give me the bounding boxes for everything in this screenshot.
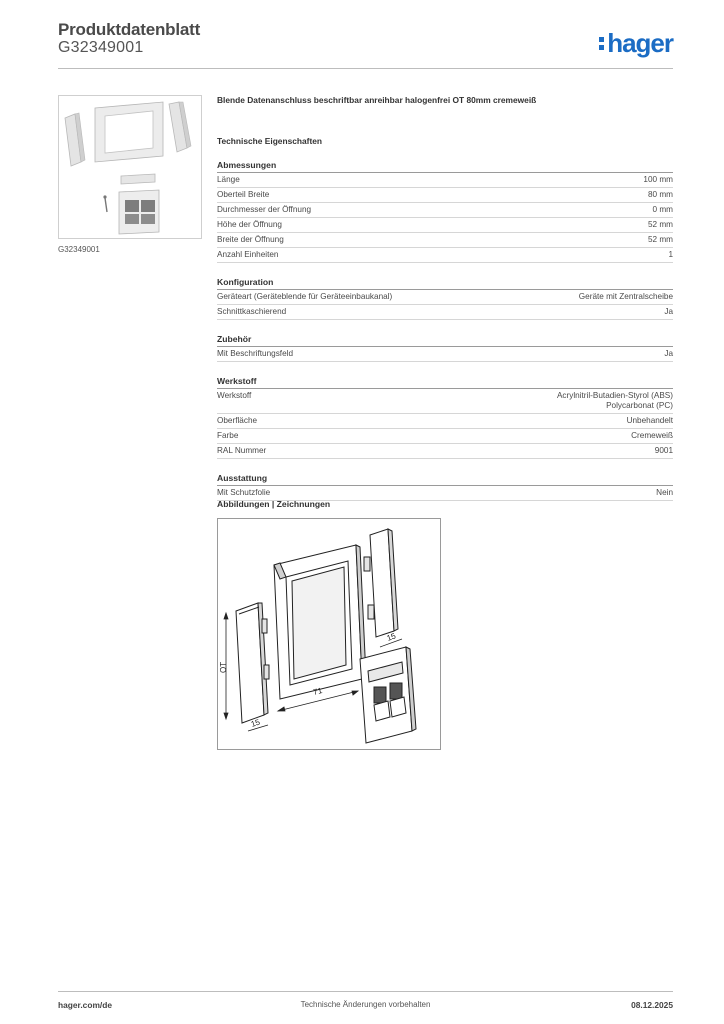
spec-row bbox=[217, 347, 673, 362]
spec-value-line: Ja bbox=[664, 307, 673, 316]
spec-row bbox=[217, 444, 673, 459]
spec-value bbox=[668, 250, 673, 260]
spec-value-line: 80 mm bbox=[647, 190, 673, 199]
spec-value-line: Nein bbox=[656, 488, 673, 497]
section-title: Ausstattung bbox=[217, 473, 673, 486]
photo-caption: G32349001 bbox=[58, 245, 100, 254]
logo-text: hager bbox=[607, 28, 673, 58]
spec-value-line: 9001 bbox=[654, 446, 673, 455]
page-footer bbox=[58, 991, 673, 1022]
spec-section bbox=[217, 277, 673, 320]
dimension-ot: OT bbox=[219, 661, 228, 673]
spec-row bbox=[217, 414, 673, 429]
spec-section bbox=[217, 376, 673, 459]
section-title: Zubehör bbox=[217, 334, 673, 347]
spec-row bbox=[217, 233, 673, 248]
technical-drawing bbox=[217, 518, 441, 750]
section-title: Abmessungen bbox=[217, 160, 673, 173]
spec-value bbox=[664, 349, 673, 359]
product-description: Blende Datenanschluss beschriftbar anreihbar halogenfrei OT 80mm cremeweiß bbox=[217, 95, 537, 105]
spec-row bbox=[217, 188, 673, 203]
spec-row bbox=[217, 429, 673, 444]
spec-label: Oberfläche bbox=[217, 416, 258, 425]
spec-label: Geräteart (Geräteblende für Geräteeinbaukanal) bbox=[217, 292, 393, 301]
spec-label: Oberteil Breite bbox=[217, 190, 270, 199]
section-title: Konfiguration bbox=[217, 277, 673, 290]
spec-value bbox=[664, 307, 673, 317]
drawings-heading: Abbildungen | Zeichnungen bbox=[217, 499, 331, 509]
spec-value-line: 52 mm bbox=[647, 220, 673, 229]
spec-label: RAL Nummer bbox=[217, 446, 267, 455]
spec-value-line: 52 mm bbox=[647, 235, 673, 244]
spec-value bbox=[648, 235, 673, 245]
spec-section bbox=[217, 160, 673, 263]
spec-value bbox=[643, 175, 673, 185]
spec-value bbox=[655, 446, 673, 456]
document-title: Produktdatenblatt bbox=[58, 20, 201, 39]
section-title: Werkstoff bbox=[217, 376, 673, 389]
spec-value-line: 100 mm bbox=[643, 175, 673, 184]
spec-row bbox=[217, 218, 673, 233]
spec-value-line: 0 mm bbox=[652, 205, 673, 214]
page-header bbox=[58, 20, 673, 69]
spec-row bbox=[217, 389, 673, 414]
technical-properties-heading: Technische Eigenschaften bbox=[217, 136, 323, 146]
dimension-15-bottom: 15 bbox=[249, 717, 262, 729]
spec-value-line: Ja bbox=[664, 349, 673, 358]
spec-value bbox=[631, 431, 673, 441]
dimension-15-right: 15 bbox=[385, 631, 398, 643]
spec-value bbox=[648, 220, 673, 230]
technical-drawing-image bbox=[218, 519, 440, 749]
spec-value bbox=[653, 205, 673, 215]
spec-label: Mit Schutzfolie bbox=[217, 488, 271, 497]
spec-value-line: Geräte mit Zentralscheibe bbox=[578, 292, 673, 301]
dimension-71: 71 bbox=[312, 686, 324, 697]
spec-label: Farbe bbox=[217, 431, 239, 440]
hager-logo bbox=[599, 28, 673, 59]
spec-row bbox=[217, 290, 673, 305]
spec-label: Mit Beschriftungsfeld bbox=[217, 349, 293, 358]
spec-value-line: Polycarbonat (PC) bbox=[606, 401, 673, 410]
spec-label: Werkstoff bbox=[217, 391, 252, 400]
spec-label: Breite der Öffnung bbox=[217, 235, 284, 244]
spec-section bbox=[217, 473, 673, 501]
spec-label: Anzahl Einheiten bbox=[217, 250, 279, 259]
footer-notice: Technische Änderungen vorbehalten bbox=[300, 1000, 431, 1009]
spec-content bbox=[217, 95, 673, 501]
spec-row bbox=[217, 248, 673, 263]
spec-row bbox=[217, 203, 673, 218]
spec-row bbox=[217, 305, 673, 320]
spec-value-line: Unbehandelt bbox=[626, 416, 673, 425]
product-photo-image bbox=[59, 96, 201, 238]
product-number: G32349001 bbox=[58, 39, 144, 56]
spec-value bbox=[656, 488, 673, 498]
footer-date: 08.12.2025 bbox=[631, 1000, 673, 1010]
spec-label: Höhe der Öffnung bbox=[217, 220, 282, 229]
spec-label: Schnittkaschierend bbox=[217, 307, 287, 316]
logo-dots-icon bbox=[599, 37, 604, 50]
product-photo bbox=[58, 95, 202, 239]
spec-section bbox=[217, 334, 673, 362]
spec-value bbox=[648, 190, 673, 200]
spec-row bbox=[217, 173, 673, 188]
spec-sections bbox=[217, 160, 673, 501]
spec-value bbox=[627, 416, 673, 426]
spec-label: Durchmesser der Öffnung bbox=[217, 205, 312, 214]
spec-value-line: Acrylnitril-Butadien-Styrol (ABS) bbox=[556, 391, 673, 400]
footer-website-link[interactable]: hager.com/de bbox=[58, 1000, 112, 1010]
spec-value bbox=[579, 292, 673, 302]
spec-value bbox=[557, 391, 673, 411]
spec-value-line: Cremeweiß bbox=[631, 431, 673, 440]
spec-value-line: 1 bbox=[668, 250, 673, 259]
spec-label: Länge bbox=[217, 175, 240, 184]
